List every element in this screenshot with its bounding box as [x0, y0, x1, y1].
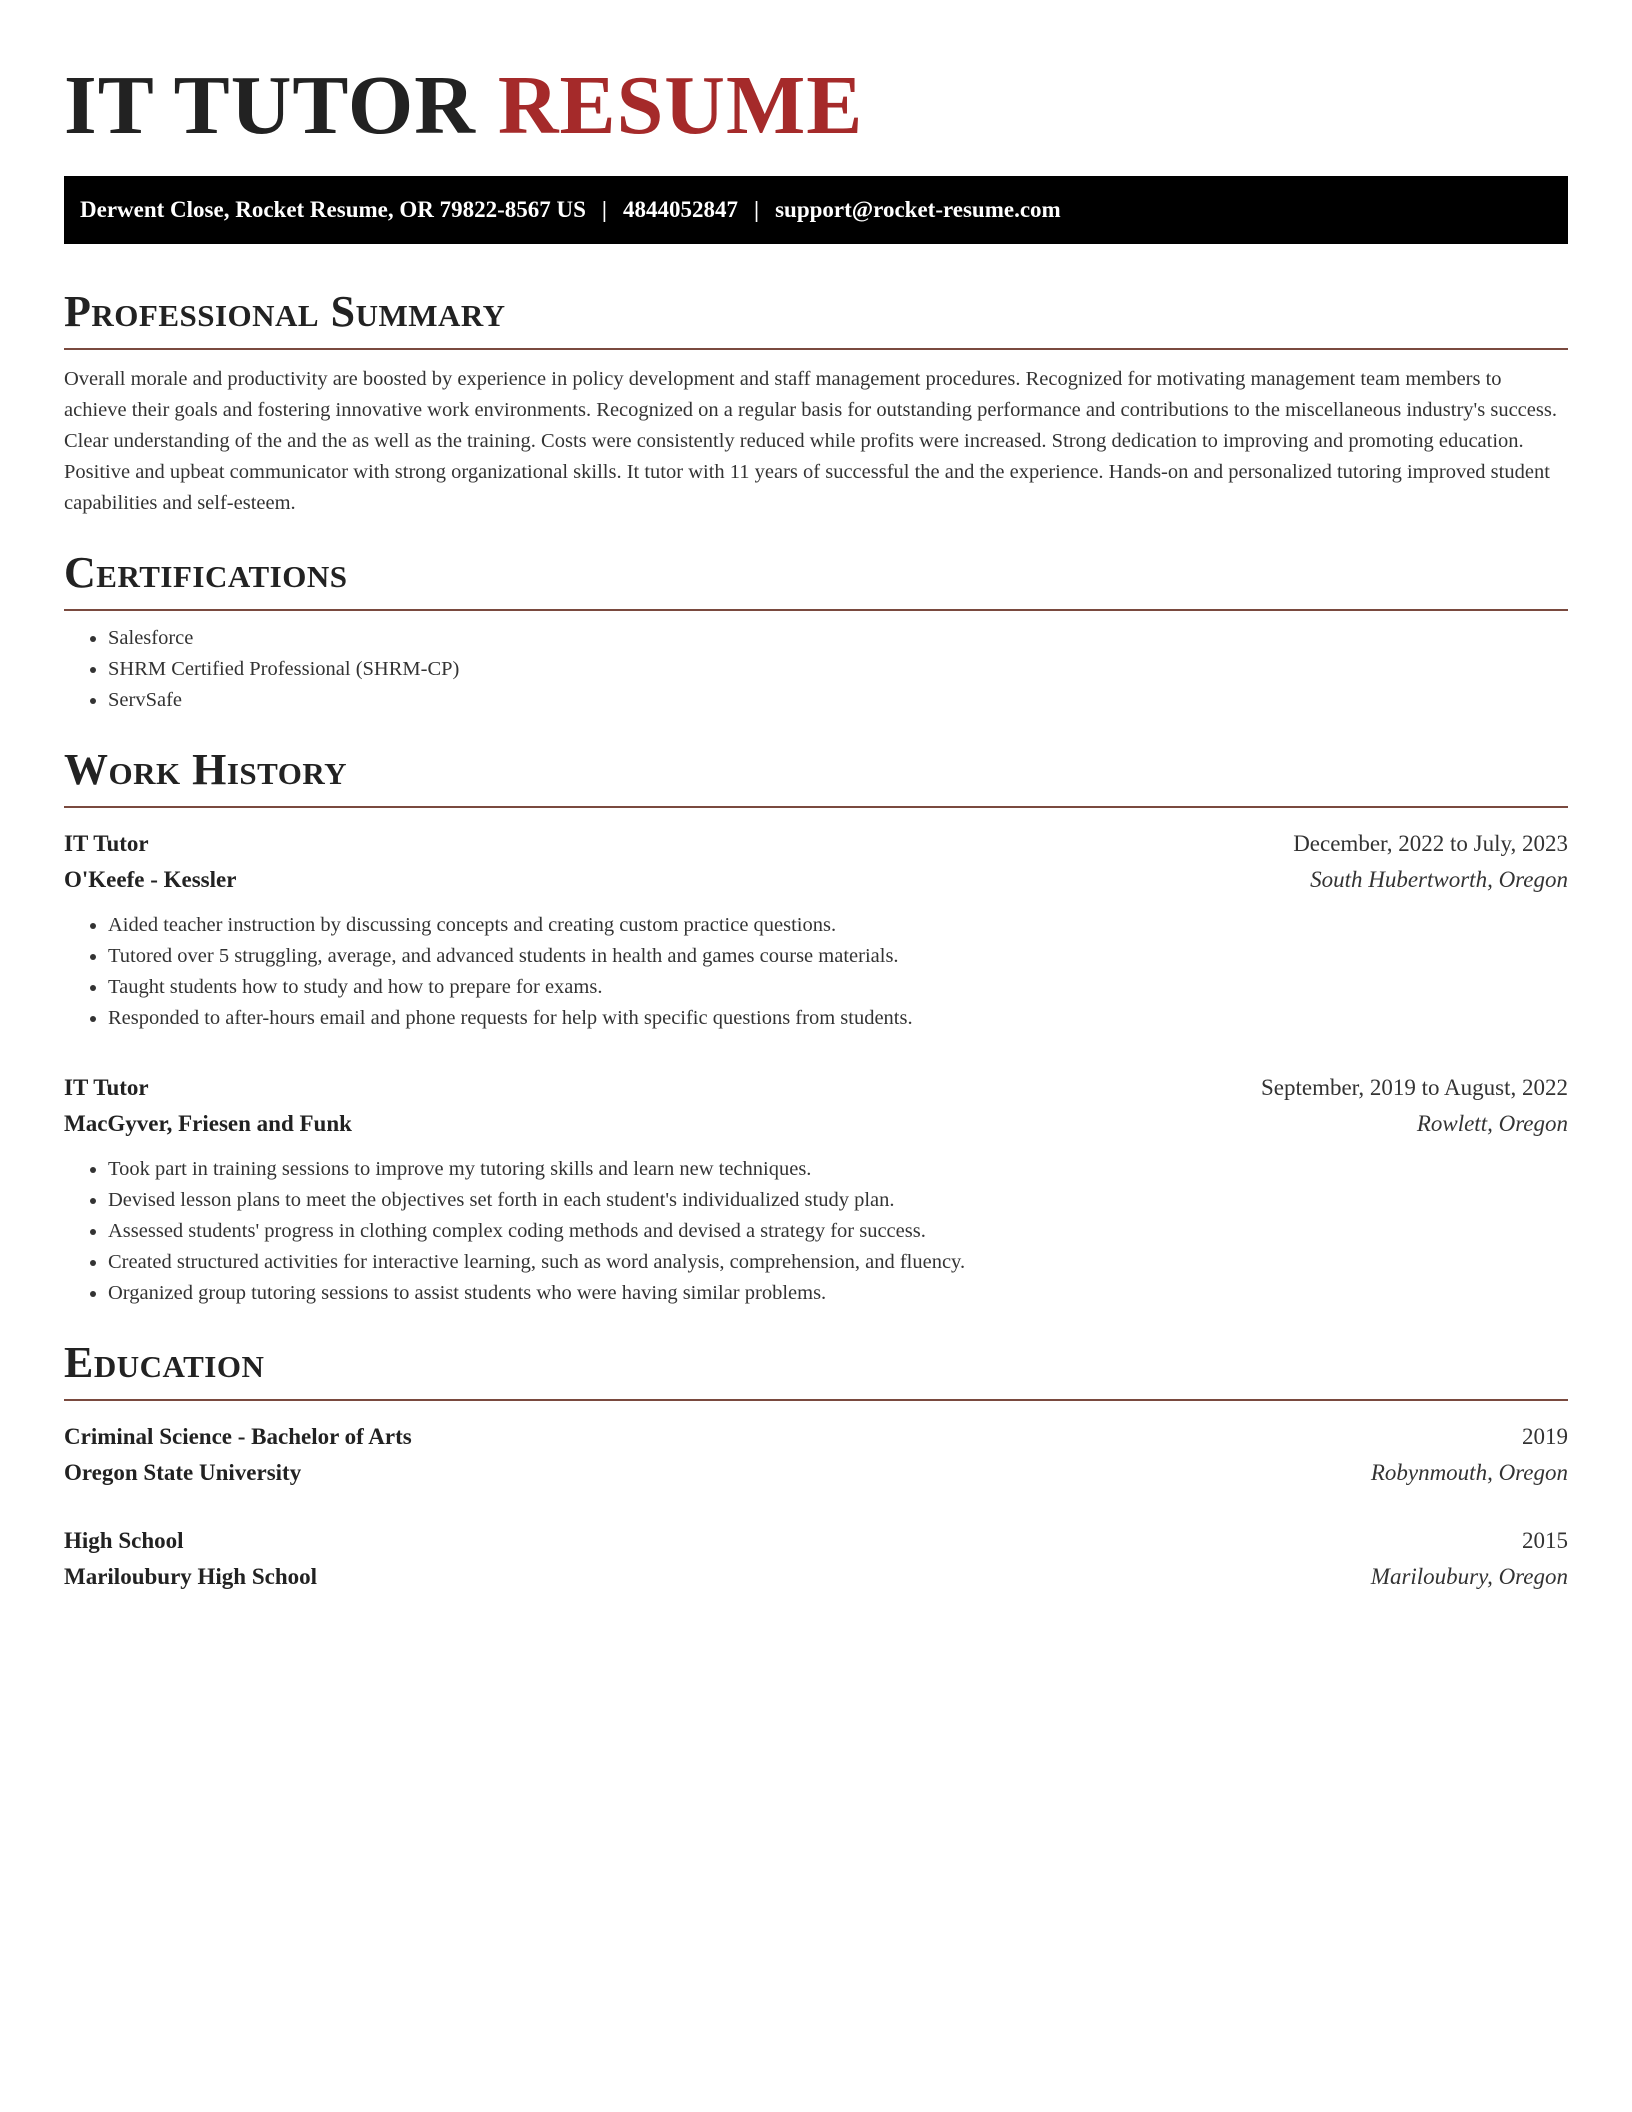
section-divider [64, 1399, 1568, 1401]
job-duty-item: • Taught students how to study and how to prepare for exams. [108, 972, 1568, 1003]
section-heading-certifications: Certifications [64, 548, 348, 597]
education-entry [64, 1419, 1568, 1491]
education-section [64, 1335, 1568, 1595]
job-duty-item: • Organized group tutoring sessions to assist students who were having similar problems. [108, 1278, 1568, 1309]
resume-title [64, 56, 1568, 156]
job-duty-item: • Assessed students' progress in clothing complex coding methods and devised a strategy for success. [108, 1216, 1568, 1247]
education-degree: High School [64, 1528, 184, 1553]
job-company: O'Keefe - Kessler [64, 867, 237, 892]
education-entry [64, 1523, 1568, 1595]
job-duty-item: • Responded to after-hours email and phone requests for help with specific questions from students. [108, 1003, 1568, 1034]
certification-item: • ServSafe [108, 685, 1568, 716]
contact-separator: | [601, 197, 607, 222]
job-title: IT Tutor [64, 831, 149, 856]
job-company-row [64, 862, 1568, 898]
certification-item: • Salesforce [108, 623, 1568, 654]
certifications-list [64, 623, 1568, 716]
certification-item: • SHRM Certified Professional (SHRM-CP) [108, 654, 1568, 685]
section-divider [64, 806, 1568, 808]
contact-address: Derwent Close, Rocket Resume, OR 79822-8567 US [80, 197, 586, 222]
job-dates: December, 2022 to July, 2023 [1293, 831, 1568, 856]
job-header-row [64, 826, 1568, 862]
education-header-row [64, 1419, 1568, 1455]
education-location: Mariloubury, Oregon [1370, 1564, 1568, 1589]
job-company-row [64, 1106, 1568, 1142]
education-school: Oregon State University [64, 1460, 302, 1485]
job-duty-item: • Tutored over 5 struggling, average, and advanced students in health and games course materials. [108, 941, 1568, 972]
job-location: Rowlett, Oregon [1416, 1111, 1568, 1136]
job-duties-list [64, 1154, 1568, 1309]
education-school-row [64, 1455, 1568, 1491]
section-divider [64, 609, 1568, 611]
job-location: South Hubertworth, Oregon [1310, 867, 1568, 892]
job-duties-list [64, 910, 1568, 1034]
resume-page [64, 0, 1568, 1595]
section-heading-education: Education [64, 1338, 265, 1387]
job-header-row [64, 1070, 1568, 1106]
education-year: 2019 [1522, 1424, 1568, 1449]
education-year: 2015 [1522, 1528, 1568, 1553]
section-heading-work-history: Work History [64, 745, 348, 794]
job-dates: September, 2019 to August, 2022 [1260, 1075, 1568, 1100]
job-duty-item: • Created structured activities for interactive learning, such as word analysis, comprehension, and fluency. [108, 1247, 1568, 1278]
education-school: Mariloubury High School [64, 1564, 318, 1589]
education-degree: Criminal Science - Bachelor of Arts [64, 1424, 412, 1449]
title-main: IT TUTOR [64, 59, 476, 152]
certifications-section [64, 545, 1568, 716]
contact-email: support@rocket-resume.com [775, 197, 1061, 222]
title-accent: RESUME [497, 59, 864, 152]
job-title: IT Tutor [64, 1075, 149, 1100]
job-entry [64, 826, 1568, 1034]
summary-text: Overall morale and productivity are boosted by experience in policy development and staff management procedures. Recognized for motivating management team members to achieve their goals and fostering innovative work environments. Recognized on a regular basis for outstanding performance and contributions to the miscellaneous industry's success. Clear understanding of the and the as well as the training. Costs were consistently reduced while profits were increased. Strong dedication to improving and promoting education. Positive and upbeat communicator with strong organizational skills. It tutor with 11 years of successful the and the experience. Hands-on and personalized tutoring improved student capabilities and self-esteem. [64, 368, 1557, 514]
job-duty-item: • Took part in training sessions to improve my tutoring skills and learn new techniques. [108, 1154, 1568, 1185]
job-duty-item: • Devised lesson plans to meet the objectives set forth in each student's individualized study plan. [108, 1185, 1568, 1216]
section-divider [64, 348, 1568, 350]
job-duty-item: • Aided teacher instruction by discussing concepts and creating custom practice questions. [108, 910, 1568, 941]
job-company: MacGyver, Friesen and Funk [64, 1111, 352, 1136]
education-location: Robynmouth, Oregon [1370, 1460, 1568, 1485]
contact-separator: | [754, 197, 760, 222]
section-heading-summary: Professional Summary [64, 287, 506, 336]
contact-bar [64, 176, 1568, 244]
education-school-row [64, 1559, 1568, 1595]
contact-phone: 4844052847 [623, 197, 738, 222]
professional-summary-section [64, 284, 1568, 519]
job-entry [64, 1070, 1568, 1309]
work-history-section [64, 742, 1568, 1309]
education-header-row [64, 1523, 1568, 1559]
